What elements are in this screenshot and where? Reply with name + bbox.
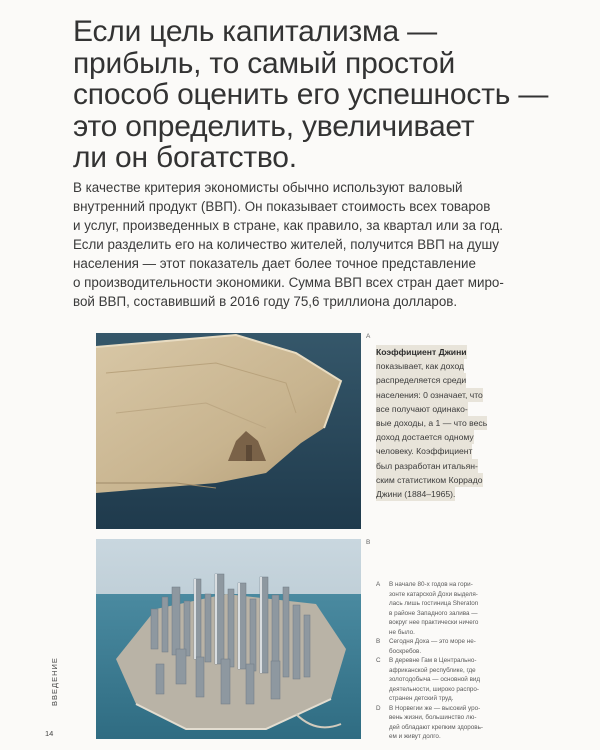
caption-line: ем и живут долго. bbox=[389, 733, 441, 740]
caption-c bbox=[376, 656, 506, 704]
gini-term: Коэффициент Джини bbox=[376, 345, 467, 359]
gini-line: распределяется среди bbox=[376, 373, 466, 387]
caption-line: вокруг нее практически ничего bbox=[389, 619, 479, 626]
caption-letter: B bbox=[376, 638, 381, 645]
photo-doha-today-image bbox=[96, 539, 361, 739]
headline-line: прибыль, то самый простой bbox=[73, 46, 456, 80]
section-label: ВВЕДЕНИЕ bbox=[50, 657, 59, 706]
caption-line: золотодобыча — основной вид bbox=[389, 676, 481, 683]
body-line: вой ВВП, составивший в 2016 году 75,6 триллиона долларов. bbox=[73, 294, 458, 309]
caption-line: в районе Западного залива — bbox=[389, 609, 478, 617]
caption-line: не было. bbox=[389, 628, 415, 636]
gini-line: все получают одинако- bbox=[376, 402, 468, 416]
gini-line: был разработан итальян- bbox=[376, 459, 478, 473]
photo-captions bbox=[376, 580, 506, 742]
caption-line: вень жизни, большинство лю- bbox=[389, 714, 477, 721]
body-line: о производительности экономики. Сумма ВВП всех стран дает миро- bbox=[73, 275, 504, 290]
caption-line: дей обладают крепким здоровь- bbox=[389, 723, 484, 731]
caption-letter: A bbox=[376, 581, 381, 588]
photo-doha-today bbox=[96, 539, 361, 739]
photo-doha-1980s bbox=[96, 333, 361, 529]
gini-line: доход достается одному bbox=[376, 430, 474, 444]
body-paragraph bbox=[73, 178, 553, 311]
headline-line: это определить, увеличивает bbox=[73, 109, 475, 143]
caption-line: африканской республике, где bbox=[389, 666, 476, 674]
photo-b-label: B bbox=[366, 539, 371, 546]
gini-line: населения: 0 означает, что bbox=[376, 388, 483, 402]
body-line: и услуг, произведенных в стране, как правило, за квартал или за год. bbox=[73, 218, 503, 233]
body-line: Если разделить его на количество жителей, получится ВВП на душу bbox=[73, 237, 499, 252]
caption-letter: D bbox=[376, 704, 381, 712]
body-line: населения — этот показатель дает более точное представление bbox=[73, 256, 476, 271]
headline-line: ли он богатство. bbox=[73, 141, 297, 174]
gini-line: Джини (1884–1965). bbox=[376, 487, 455, 501]
caption-line: зонте катарской Дохи выделя- bbox=[389, 590, 478, 598]
caption-line: лась лишь гостиница Sheraton bbox=[389, 600, 479, 607]
gini-line: вые доходы, а 1 — что весь bbox=[376, 416, 487, 430]
caption-line: боскребов. bbox=[389, 647, 422, 655]
caption-d bbox=[376, 704, 506, 742]
caption-line: В деревне Гам в Центрально- bbox=[389, 657, 477, 664]
caption-letter: C bbox=[376, 657, 381, 664]
caption-line: Сегодня Доха — это море не- bbox=[389, 638, 476, 645]
headline bbox=[73, 15, 549, 174]
headline-line: способ оценить его успешность — bbox=[73, 78, 549, 111]
caption-line: В Норвегии же — высокий уро- bbox=[389, 704, 481, 712]
body-line: В качестве критерия экономисты обычно используют валовый bbox=[73, 180, 463, 195]
caption-b bbox=[376, 637, 506, 656]
gini-line: показывает, как доход bbox=[376, 359, 464, 373]
caption-a bbox=[376, 580, 506, 637]
gini-definition-note bbox=[376, 345, 511, 501]
photo-doha-1980s-image bbox=[96, 333, 361, 529]
gini-line: человеку. Коэффициент bbox=[376, 444, 472, 458]
body-line: внутренний продукт (ВВП). Он показывает стоимость всех товаров bbox=[73, 199, 491, 214]
caption-line: В начале 80-х годов на гори- bbox=[389, 581, 473, 588]
headline-line: Если цель капитализма — bbox=[73, 15, 437, 48]
caption-line: деятельности, широко распро- bbox=[389, 685, 479, 693]
caption-line: странен детский труд. bbox=[389, 695, 454, 702]
page-number: 14 bbox=[45, 729, 54, 738]
photo-a-label: A bbox=[366, 333, 371, 340]
gini-line: ским статистиком Коррадо bbox=[376, 473, 483, 487]
